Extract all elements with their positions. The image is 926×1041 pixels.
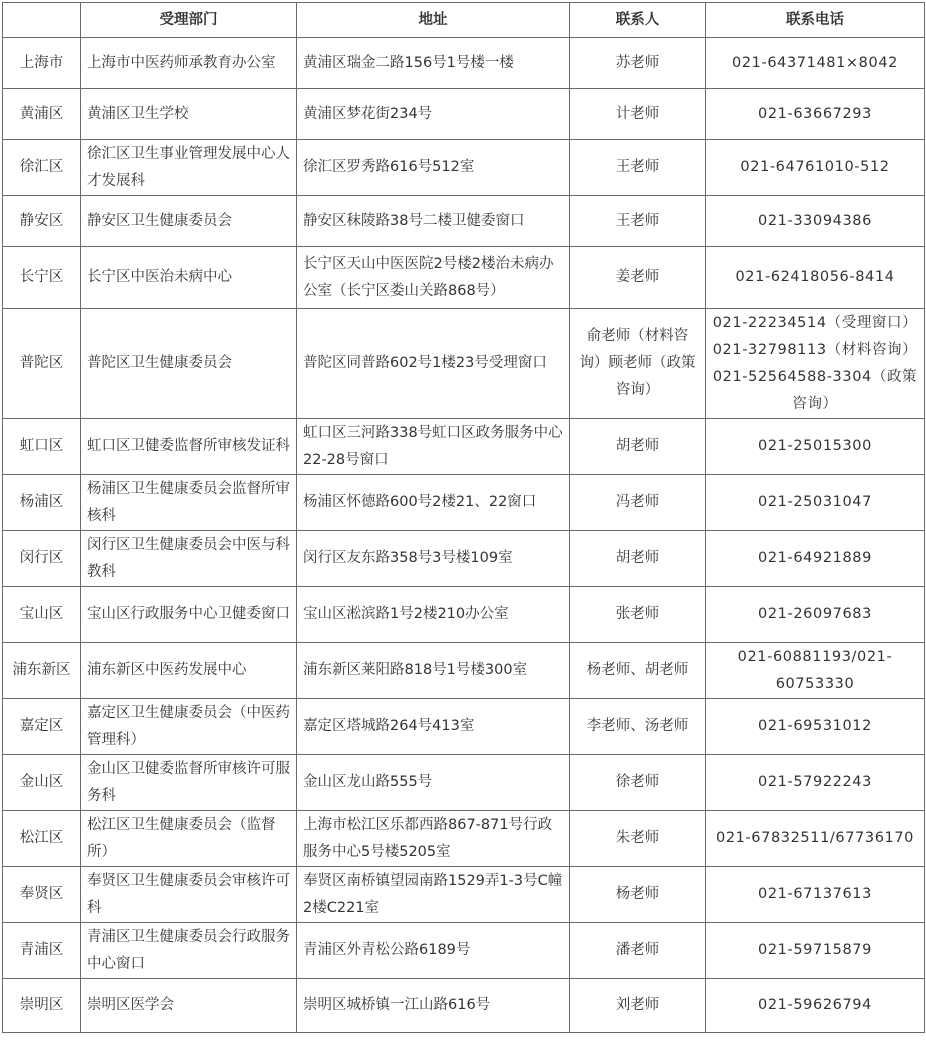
cell-dept: 金山区卫健委监督所审核许可服务科 (81, 755, 297, 811)
cell-phone: 021-64761010-512 (706, 140, 925, 196)
cell-dept: 崇明区医学会 (81, 979, 297, 1033)
cell-dept: 青浦区卫生健康委员会行政服务中心窗口 (81, 923, 297, 979)
cell-address: 虹口区三河路338号虹口区政务服务中心22-28号窗口 (297, 419, 570, 475)
cell-phone: 021-25031047 (706, 475, 925, 531)
cell-address: 长宁区天山中医医院2号楼2楼治未病办公室（长宁区娄山关路868号） (297, 247, 570, 309)
cell-dept: 宝山区行政服务中心卫健委窗口 (81, 587, 297, 643)
table-row (3, 699, 925, 755)
cell-contact: 刘老师 (570, 979, 706, 1033)
cell-address: 黄浦区瑞金二路156号1号楼一楼 (297, 38, 570, 89)
cell-dept: 静安区卫生健康委员会 (81, 196, 297, 247)
cell-contact: 胡老师 (570, 419, 706, 475)
cell-phone: 021-62418056-8414 (706, 247, 925, 309)
cell-contact: 苏老师 (570, 38, 706, 89)
cell-phone: 021-69531012 (706, 699, 925, 755)
cell-district: 崇明区 (3, 979, 81, 1033)
cell-address: 金山区龙山路555号 (297, 755, 570, 811)
table-row (3, 531, 925, 587)
table-row (3, 38, 925, 89)
cell-address: 上海市松江区乐都西路867-871号行政服务中心5号楼5205室 (297, 811, 570, 867)
cell-district: 奉贤区 (3, 867, 81, 923)
cell-address: 奉贤区南桥镇望园南路1529弄1-3号C幢2楼C221室 (297, 867, 570, 923)
cell-phone: 021-59626794 (706, 979, 925, 1033)
cell-address: 黄浦区梦花街234号 (297, 89, 570, 140)
cell-district: 宝山区 (3, 587, 81, 643)
table-row (3, 475, 925, 531)
cell-dept: 长宁区中医治未病中心 (81, 247, 297, 309)
cell-phone: 021-22234514（受理窗口）021-32798113（材料咨询）021-52564588-3304（政策咨询） (706, 309, 925, 419)
cell-dept: 徐汇区卫生事业管理发展中心人才发展科 (81, 140, 297, 196)
cell-address: 静安区秣陵路38号二楼卫健委窗口 (297, 196, 570, 247)
table-row (3, 89, 925, 140)
cell-address: 普陀区同普路602号1楼23号受理窗口 (297, 309, 570, 419)
cell-address: 徐汇区罗秀路616号512室 (297, 140, 570, 196)
header-row (3, 3, 925, 38)
cell-district: 长宁区 (3, 247, 81, 309)
cell-district: 静安区 (3, 196, 81, 247)
table-row (3, 979, 925, 1033)
cell-address: 闵行区友东路358号3号楼109室 (297, 531, 570, 587)
cell-contact: 朱老师 (570, 811, 706, 867)
cell-dept: 奉贤区卫生健康委员会审核许可科 (81, 867, 297, 923)
cell-address: 嘉定区塔城路264号413室 (297, 699, 570, 755)
table-row (3, 247, 925, 309)
contact-table (2, 2, 925, 1033)
cell-phone: 021-60881193/021-60753330 (706, 643, 925, 699)
header-contact: 联系人 (570, 3, 706, 38)
cell-contact: 潘老师 (570, 923, 706, 979)
table-row (3, 811, 925, 867)
cell-contact: 张老师 (570, 587, 706, 643)
cell-district: 金山区 (3, 755, 81, 811)
cell-phone: 021-59715879 (706, 923, 925, 979)
cell-district: 虹口区 (3, 419, 81, 475)
cell-dept: 黄浦区卫生学校 (81, 89, 297, 140)
table-row (3, 309, 925, 419)
cell-address: 宝山区淞滨路1号2楼210办公室 (297, 587, 570, 643)
header-phone: 联系电话 (706, 3, 925, 38)
cell-district: 嘉定区 (3, 699, 81, 755)
cell-phone: 021-26097683 (706, 587, 925, 643)
table-row (3, 419, 925, 475)
cell-contact: 冯老师 (570, 475, 706, 531)
cell-contact: 计老师 (570, 89, 706, 140)
table-row (3, 140, 925, 196)
cell-dept: 虹口区卫健委监督所审核发证科 (81, 419, 297, 475)
cell-phone: 021-67832511/67736170 (706, 811, 925, 867)
header-dept: 受理部门 (81, 3, 297, 38)
cell-address: 浦东新区莱阳路818号1号楼300室 (297, 643, 570, 699)
table-row (3, 587, 925, 643)
cell-phone: 021-64921889 (706, 531, 925, 587)
cell-dept: 嘉定区卫生健康委员会（中医药管理科） (81, 699, 297, 755)
cell-dept: 闵行区卫生健康委员会中医与科教科 (81, 531, 297, 587)
cell-district: 松江区 (3, 811, 81, 867)
cell-dept: 松江区卫生健康委员会（监督所） (81, 811, 297, 867)
header-address: 地址 (297, 3, 570, 38)
cell-dept: 上海市中医药师承教育办公室 (81, 38, 297, 89)
cell-address: 崇明区城桥镇一江山路616号 (297, 979, 570, 1033)
table-row (3, 923, 925, 979)
cell-contact: 俞老师（材料咨询）顾老师（政策咨询） (570, 309, 706, 419)
cell-phone: 021-25015300 (706, 419, 925, 475)
header-district (3, 3, 81, 38)
cell-dept: 普陀区卫生健康委员会 (81, 309, 297, 419)
cell-address: 杨浦区怀德路600号2楼21、22窗口 (297, 475, 570, 531)
cell-contact: 姜老师 (570, 247, 706, 309)
cell-district: 杨浦区 (3, 475, 81, 531)
cell-district: 上海市 (3, 38, 81, 89)
cell-phone: 021-63667293 (706, 89, 925, 140)
cell-dept: 浦东新区中医药发展中心 (81, 643, 297, 699)
cell-phone: 021-33094386 (706, 196, 925, 247)
cell-district: 浦东新区 (3, 643, 81, 699)
cell-district: 青浦区 (3, 923, 81, 979)
cell-contact: 王老师 (570, 140, 706, 196)
cell-phone: 021-64371481×8042 (706, 38, 925, 89)
table-row (3, 196, 925, 247)
cell-district: 黄浦区 (3, 89, 81, 140)
cell-address: 青浦区外青松公路6189号 (297, 923, 570, 979)
table-row (3, 867, 925, 923)
cell-contact: 徐老师 (570, 755, 706, 811)
cell-contact: 李老师、汤老师 (570, 699, 706, 755)
cell-district: 徐汇区 (3, 140, 81, 196)
cell-phone: 021-57922243 (706, 755, 925, 811)
table-row (3, 643, 925, 699)
cell-contact: 王老师 (570, 196, 706, 247)
cell-district: 闵行区 (3, 531, 81, 587)
cell-dept: 杨浦区卫生健康委员会监督所审核科 (81, 475, 297, 531)
cell-contact: 杨老师、胡老师 (570, 643, 706, 699)
cell-phone: 021-67137613 (706, 867, 925, 923)
table-row (3, 755, 925, 811)
cell-district: 普陀区 (3, 309, 81, 419)
cell-contact: 胡老师 (570, 531, 706, 587)
cell-contact: 杨老师 (570, 867, 706, 923)
